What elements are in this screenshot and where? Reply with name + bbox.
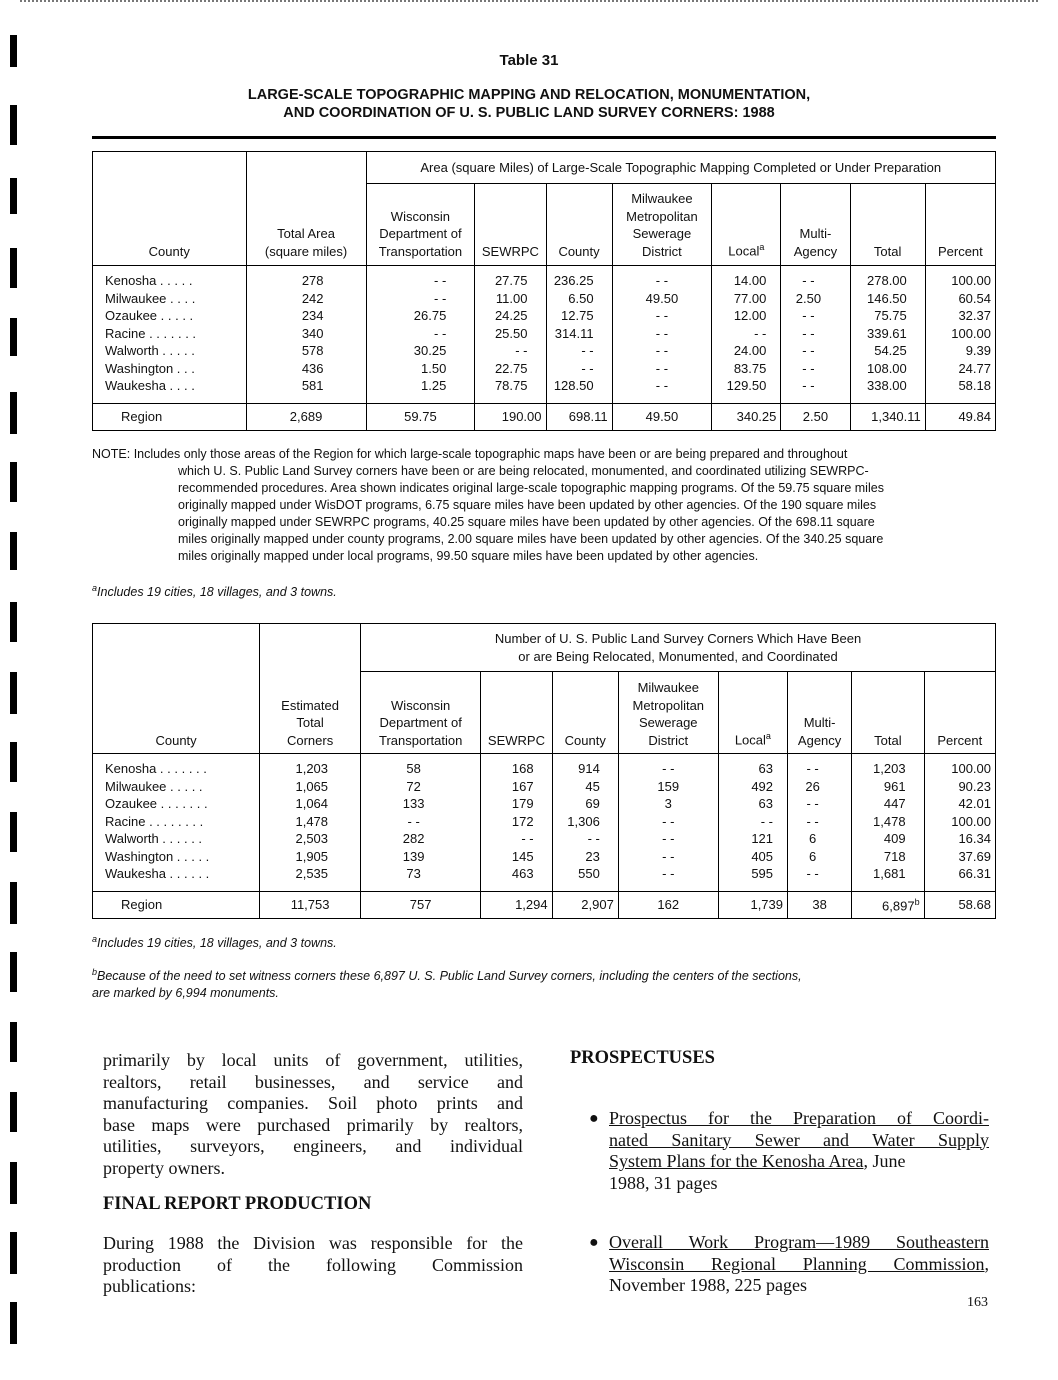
region-wisdot-cell: 59.75 [366,403,475,430]
local-cell: - - [712,325,781,343]
mmsd-cell: 159 [618,778,718,796]
item-line [609,1108,989,1130]
total-cell: 1,064 [260,795,361,813]
paragraph-line: utilities, surveyors, engineers, and individual [103,1136,523,1157]
total-cell: 1,905 [260,848,361,866]
county-cell: Walworth . . . . . . [93,830,260,848]
multi-agency-cell: - - [781,360,850,378]
percent-cell: 16.34 [924,830,995,848]
item-line: November 1988, 225 pages [609,1275,807,1295]
sum-cell: 108.00 [850,360,925,378]
table-number: Table 31 [499,52,559,69]
body-paragraph-2 [103,1233,523,1298]
mmsd-cell: 3 [618,795,718,813]
region-sewrpc-cell: 1,294 [481,891,552,918]
body-paragraph-1 [103,1050,523,1180]
mapping-table [92,151,996,431]
sewrpc-cell: 24.25 [475,307,546,325]
bullet-icon: ● [589,1234,599,1251]
header-county: County [93,624,260,754]
wisdot-cell: 26.75 [366,307,475,325]
section-heading-prospectuses: PROSPECTUSES [570,1048,715,1068]
sewrpc-cell: 25.50 [475,325,546,343]
sum-cell: 718 [852,848,924,866]
local-cell: 492 [718,778,787,796]
local-cell: 24.00 [712,342,781,360]
county-program-cell: 1,306 [552,813,618,831]
publication-item-1 [589,1108,989,1194]
county-program-cell: 550 [552,865,618,883]
county-program-cell: 128.50 [546,377,612,395]
paragraph-line: realtors, retail businesses, and service and [103,1071,523,1092]
mmsd-cell: - - [612,377,712,395]
sewrpc-cell: 145 [481,848,552,866]
multi-agency-cell: - - [781,325,850,343]
paragraph-line: property owners. [103,1157,225,1178]
percent-cell: 100.00 [924,754,995,778]
total-cell: 436 [246,360,366,378]
bullet-icon: ● [589,1110,599,1127]
note-line: recommended procedures. Area shown indicates original large-scale topographic mapping programs. Of the 59.75 square miles [178,481,884,495]
wisdot-cell: 139 [361,848,481,866]
percent-cell: 9.39 [925,342,995,360]
mmsd-cell: - - [612,360,712,378]
survey-corners-table [92,623,996,919]
header-county-col: County [552,672,618,754]
sum-cell: 146.50 [850,290,925,308]
local-cell: 405 [718,848,787,866]
multi-agency-cell: - - [781,377,850,395]
region-local-cell: 340.25 [712,403,781,430]
multi-agency-cell: 6 [788,848,852,866]
county-cell: Waukesha . . . . . . [93,865,260,883]
percent-cell: 37.69 [924,848,995,866]
note-line: miles originally mapped under county programs, 2.00 square miles have been updated by other agencies. Of the 340.25 square [178,532,884,546]
county-cell: Racine . . . . . . . . [93,813,260,831]
region-mmsd-cell: 162 [618,891,718,918]
table-row [93,307,996,325]
total-cell: 581 [246,377,366,395]
total-cell: 578 [246,342,366,360]
county-program-cell: - - [552,830,618,848]
table-row [93,754,996,778]
spacer-cell [718,883,787,892]
county-cell: Washington . . . . . [93,848,260,866]
county-program-cell: 314.11 [546,325,612,343]
county-program-cell: 69 [552,795,618,813]
percent-cell: 100.00 [925,325,995,343]
table-spacer-row [93,395,996,404]
multi-agency-cell: - - [788,754,852,778]
sewrpc-cell: 179 [481,795,552,813]
spacer-cell [246,395,366,404]
percent-cell: 60.54 [925,290,995,308]
wisdot-cell: 73 [361,865,481,883]
county-cell: Waukesha . . . . [93,377,247,395]
region-multi-agency-cell: 2.50 [781,403,850,430]
local-cell: 12.00 [712,307,781,325]
spacer-cell [481,883,552,892]
region-sewrpc-cell: 190.00 [475,403,546,430]
mmsd-cell: - - [612,307,712,325]
spacer-cell [93,395,247,404]
multi-agency-cell: - - [788,813,852,831]
table-row [93,360,996,378]
sewrpc-cell: 167 [481,778,552,796]
title-rule [92,136,996,139]
sum-cell: 54.25 [850,342,925,360]
section-heading-final-report: FINAL REPORT PRODUCTION [103,1194,372,1214]
spacer-cell [546,395,612,404]
wisdot-cell: - - [366,325,475,343]
mmsd-cell: - - [612,325,712,343]
header-local: Local$^a$ [712,184,781,266]
region-sum-cell: 6,897$^b$ [852,891,924,918]
sewrpc-cell: 78.75 [475,377,546,395]
region-multi-agency-cell: 38 [788,891,852,918]
footnote-b: $^b$Because of the need to set witness corners these 6,897 U. S. Public Land Survey corners, including the centers of the sections, are marked by 6,994 monuments. [92,967,802,1001]
header-span-area: Area (square Miles) of Large-Scale Topographic Mapping Completed or Under Preparation [366,152,995,184]
header-total: Total [850,184,925,266]
mmsd-cell: 49.50 [612,290,712,308]
table-row [93,266,996,290]
total-cell: 278 [246,266,366,290]
sewrpc-cell: - - [481,830,552,848]
item-line [609,1232,989,1254]
multi-agency-cell: - - [781,307,850,325]
sum-cell: 961 [852,778,924,796]
county-cell: Ozaukee . . . . . . . [93,795,260,813]
note-line: which U. S. Public Land Survey corners have been or are being relocated, monumented, and coordinated utilizing SEWRPC- [178,464,869,478]
header-multi-agency: Multi- Agency [781,184,850,266]
sewrpc-cell: 172 [481,813,552,831]
sewrpc-cell: 168 [481,754,552,778]
spacer-cell [850,395,925,404]
total-cell: 2,535 [260,865,361,883]
region-county-program-cell: 2,907 [552,891,618,918]
region-row [93,403,996,430]
percent-cell: 90.23 [924,778,995,796]
county-cell: Washington . . . [93,360,247,378]
mmsd-cell: - - [618,848,718,866]
county-cell: Kenosha . . . . . [93,266,247,290]
table-spacer-row [93,883,996,892]
publication-title: System Plans for the Kenosha Area [609,1151,864,1171]
total-cell: 242 [246,290,366,308]
paragraph-line: base maps were purchased primarily by realtors, [103,1114,523,1135]
spacer-cell [361,883,481,892]
paragraph-line: production of the following Commission [103,1254,523,1275]
sum-cell: 447 [852,795,924,813]
total-cell: 340 [246,325,366,343]
spacer-cell [93,883,260,892]
sum-cell: 338.00 [850,377,925,395]
county-program-cell: 12.75 [546,307,612,325]
mmsd-cell: - - [618,865,718,883]
note-line: miles originally mapped under local programs, 99.50 square miles have been updated by other agencies. [178,549,759,563]
header-mmsd: Milwaukee Metropolitan Sewerage District [612,184,712,266]
spacer-cell [925,395,995,404]
total-cell: 234 [246,307,366,325]
county-program-cell: - - [546,360,612,378]
region-county-cell: Region [93,403,247,430]
local-cell: 77.00 [712,290,781,308]
mmsd-cell: - - [618,754,718,778]
county-program-cell: 236.25 [546,266,612,290]
table-row [93,325,996,343]
wisdot-cell: 1.25 [366,377,475,395]
percent-cell: 42.01 [924,795,995,813]
table-row [93,342,996,360]
percent-cell: 58.18 [925,377,995,395]
publication-item-2 [589,1232,989,1297]
wisdot-cell: 1.50 [366,360,475,378]
footnote-a-2: $^a$Includes 19 cities, 18 villages, and 3 towns. [92,934,337,951]
multi-agency-cell: 6 [788,830,852,848]
sewrpc-cell: 463 [481,865,552,883]
header-wisdot: Wisconsin Department of Transportation [361,672,481,754]
mmsd-cell: - - [618,813,718,831]
wisdot-cell: 72 [361,778,481,796]
spacer-cell [618,883,718,892]
county-cell: Walworth . . . . . [93,342,247,360]
wisdot-cell: - - [366,266,475,290]
table-note: NOTE: Includes only those areas of the Region for which large-scale topographic maps have been or are being prepared and throughout which U. S. Public Land Survey corners have been or are being relocated, monumented, and coordinated utilizing SEWRPC- recommended procedures. Area shown indicates original large-scale topographic mapping programs. Of the 59.75 square miles originally mapped under WisDOT programs, 6.75 square miles have been updated by other agencies. Of the 190 square miles originally mapped under SEWRPC programs, 40.25 square miles have been updated by other agencies. Of the 698.11 square miles originally mapped under county programs, 2.00 square miles have been updated by other agencies. Of the 340.25 square miles originally mapped under local programs, 99.50 square miles have been updated by other agencies. [92,446,982,565]
item-line: 1988, 31 pages [609,1172,718,1193]
region-percent-cell: 58.68 [924,891,995,918]
header-county-col: County [546,184,612,266]
paragraph-line: During 1988 the Division was responsible for the [103,1233,523,1253]
county-cell: Kenosha . . . . . . . [93,754,260,778]
spacer-cell [781,395,850,404]
publication-title: Wisconsin Regional Planning Commission [609,1253,985,1274]
spacer-cell [475,395,546,404]
multi-agency-cell: 2.50 [781,290,850,308]
local-cell: 83.75 [712,360,781,378]
spacer-cell [366,395,475,404]
sewrpc-cell: - - [475,342,546,360]
header-percent: Percent [924,672,995,754]
publication-punct: , [984,1253,989,1274]
mmsd-cell: - - [618,830,718,848]
region-mmsd-cell: 49.50 [612,403,712,430]
header-wisdot: Wisconsin Department of Transportation [366,184,475,266]
multi-agency-cell: - - [788,865,852,883]
spacer-cell [552,883,618,892]
total-cell: 1,203 [260,754,361,778]
local-cell: 121 [718,830,787,848]
wisdot-cell: 282 [361,830,481,848]
total-cell: 2,503 [260,830,361,848]
sum-cell: 409 [852,830,924,848]
county-program-cell: - - [546,342,612,360]
sum-cell: 278.00 [850,266,925,290]
total-cell: 1,065 [260,778,361,796]
publication-title: Overall Work Program—1989 Southeastern [609,1232,989,1252]
table-row [93,290,996,308]
note-line: originally mapped under WisDOT programs, 6.75 square miles have been updated by other agencies. Of the 190 square miles [178,498,877,512]
publication-date: , June [863,1151,906,1171]
spacer-cell [260,883,361,892]
county-cell: Milwaukee . . . . [93,290,247,308]
sum-cell: 1,681 [852,865,924,883]
percent-cell: 32.37 [925,307,995,325]
percent-cell: 66.31 [924,865,995,883]
region-county-program-cell: 698.11 [546,403,612,430]
spacer-cell [788,883,852,892]
spacer-cell [924,883,995,892]
table-row [93,813,996,831]
local-cell: 63 [718,754,787,778]
percent-cell: 100.00 [925,266,995,290]
spacer-cell [712,395,781,404]
header-span-corners: Number of U. S. Public Land Survey Corners Which Have Been or are Being Relocated, Monumented, and Coordinated [361,624,996,672]
mmsd-cell: - - [612,342,712,360]
header-sewrpc: SEWRPC [475,184,546,266]
county-cell: Racine . . . . . . . [93,325,247,343]
percent-cell: 100.00 [924,813,995,831]
footnote-b-marker: b [914,897,920,908]
region-county-cell: Region [93,891,260,918]
county-cell: Ozaukee . . . . . [93,307,247,325]
sewrpc-cell: 27.75 [475,266,546,290]
county-program-cell: 23 [552,848,618,866]
county-program-cell: 6.50 [546,290,612,308]
publication-title: Prospectus for the Preparation of Coordi- [609,1108,989,1128]
region-row [93,891,996,918]
top-edge-dots [20,0,1038,5]
local-cell: 595 [718,865,787,883]
wisdot-cell: - - [366,290,475,308]
wisdot-cell: 30.25 [366,342,475,360]
table-row [93,778,996,796]
region-total-cell: 11,753 [260,891,361,918]
region-local-cell: 1,739 [718,891,787,918]
note-line: originally mapped under SEWRPC programs, 40.25 square miles have been updated by other agencies. Of the 698.11 square [178,515,875,529]
county-program-cell: 914 [552,754,618,778]
wisdot-cell: - - [361,813,481,831]
spacer-cell [852,883,924,892]
header-total: Total [852,672,924,754]
note-continuation [135,463,982,565]
header-local: Local$^a$ [718,672,787,754]
sum-cell: 1,478 [852,813,924,831]
multi-agency-cell: - - [788,795,852,813]
table-row [93,795,996,813]
header-sewrpc: SEWRPC [481,672,552,754]
wisdot-cell: 133 [361,795,481,813]
multi-agency-cell: - - [781,342,850,360]
wisdot-cell: 58 [361,754,481,778]
local-cell: - - [718,813,787,831]
spacer-cell [612,395,712,404]
table-row [93,830,996,848]
multi-agency-cell: - - [781,266,850,290]
sum-cell: 339.61 [850,325,925,343]
region-total-cell: 2,689 [246,403,366,430]
item-line [609,1130,989,1152]
item-line [609,1254,989,1276]
header-mmsd: Milwaukee Metropolitan Sewerage District [618,672,718,754]
county-program-cell: 45 [552,778,618,796]
local-cell: 63 [718,795,787,813]
publication-title: nated Sanitary Sewer and Water Supply [609,1129,989,1150]
county-cell: Milwaukee . . . . . [93,778,260,796]
footnote-a-1: $^a$Includes 19 cities, 18 villages, and 3 towns. [92,583,337,600]
total-cell: 1,478 [260,813,361,831]
local-cell: 129.50 [712,377,781,395]
region-wisdot-cell: 757 [361,891,481,918]
sum-cell: 1,203 [852,754,924,778]
paragraph-line: primarily by local units of government, utilities, [103,1050,523,1070]
sewrpc-cell: 11.00 [475,290,546,308]
item-line [609,1151,989,1173]
percent-cell: 24.77 [925,360,995,378]
local-cell: 14.00 [712,266,781,290]
table-title: LARGE-SCALE TOPOGRAPHIC MAPPING AND RELOCATION, MONUMENTATION, AND COORDINATION OF U. S. PUBLIC LAND SURVEY CORNERS: 1988 [247,87,811,121]
table-row [93,865,996,883]
sewrpc-cell: 22.75 [475,360,546,378]
paragraph-line: manufacturing companies. Soil photo prints and [103,1093,523,1114]
table-row [93,377,996,395]
header-county: County [93,152,247,266]
table-row [93,848,996,866]
header-total-area: Total Area (square miles) [246,152,366,266]
sum-cell: 75.75 [850,307,925,325]
region-sum-cell: 1,340.11 [850,403,925,430]
header-percent: Percent [925,184,995,266]
header-estimated-corners: Estimated Total Corners [260,624,361,754]
paragraph-line: publications: [103,1276,196,1297]
multi-agency-cell: 26 [788,778,852,796]
header-multi-agency: Multi- Agency [788,672,852,754]
region-percent-cell: 49.84 [925,403,995,430]
page-number: 163 [967,1295,988,1310]
mmsd-cell: - - [612,266,712,290]
